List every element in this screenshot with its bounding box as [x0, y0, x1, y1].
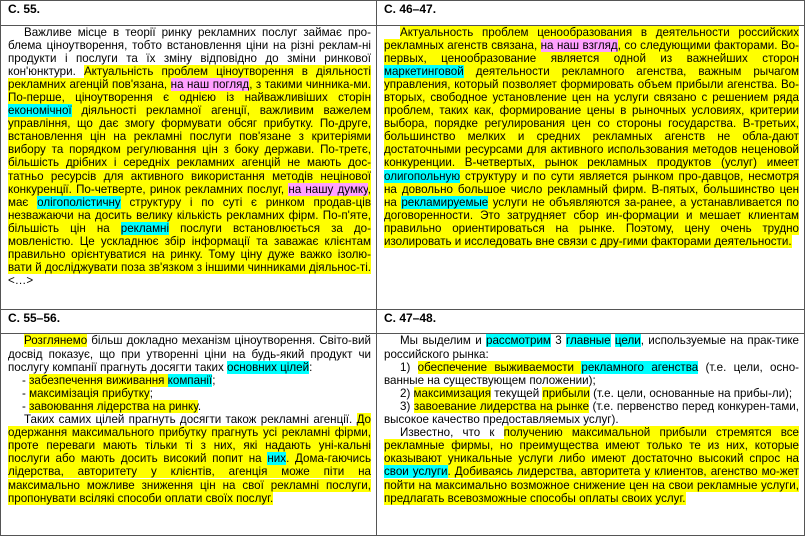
text-run: (т.е. первенство перед конкурен-тами, высокое качество предоставляемых услуг). [384, 399, 800, 427]
text-cell [1, 25, 377, 309]
text-run: текущей [491, 386, 543, 400]
paragraph [8, 26, 371, 288]
highlight-magenta: на нашу думку [288, 182, 368, 196]
highlight-yellow: прибыли [542, 386, 590, 400]
highlight-yellow: получению максимальной прибыли стремятся все рекламные фирмы, но преимущества имеют только те из них, которые оказывают уникальные услуги либо имеют достаточно высокий спрос на [384, 426, 799, 466]
highlight-yellow: Розглянемо [24, 334, 88, 348]
paragraph [8, 334, 371, 373]
text-run: 1) [400, 360, 418, 374]
highlight-cyan: компанії [167, 373, 213, 387]
text-run: Мы выделим и [400, 334, 487, 348]
highlight-magenta: на наш взгляд [540, 38, 618, 52]
highlight-cyan: них [267, 452, 287, 466]
text-run: : [309, 360, 313, 374]
paragraph [8, 413, 371, 505]
paragraph [384, 334, 799, 360]
text-run: більш докладно механізм ціноутворення. Світо-вий досвід показує, що при утворенні ціни на будь-який продукт чи послугу компанії прагнуть досягти таких [8, 334, 371, 374]
highlight-cyan: маркетинговой [384, 64, 464, 78]
text-run: Известно, что к [400, 426, 504, 440]
highlight-yellow: завоювання лідерства на ринку [29, 399, 198, 413]
highlight-cyan: економічної [8, 104, 72, 118]
highlight-yellow: забезпечення виживання [29, 373, 168, 387]
paragraph [384, 361, 799, 387]
highlight-yellow: . Добиваясь лидерства, авторитета у клиентов, агенство мо-жет пойти на максимально возможное снижение цен на свои рекламные услуги, предлагать всевозможные способы оплаты своих услуг. [384, 465, 799, 505]
highlight-yellow: . Дома-гаючись лідерства, авторитету у клієнтів, агенція може піти на максимально можливе зниження цін на свої рекламні послуги, пропонувати всілякі способи оплати своїх послуг. [8, 452, 371, 505]
page-ref-header: С. 47–48. [377, 309, 805, 334]
highlight-cyan: основних цілей [227, 360, 310, 374]
highlight-cyan: рекламируемые [401, 195, 489, 209]
paragraph [384, 26, 799, 249]
text-run: - [22, 373, 30, 387]
text-run: 2) [400, 386, 414, 400]
text-run: , используемые на прак-тике российского рынка: [384, 334, 799, 361]
text-run: (т.е. цели, основанные на прибы-ли); [589, 386, 793, 400]
highlight-yellow: завоевание лидерства на рынке [413, 399, 590, 413]
highlight-cyan: рекламного агенства [581, 360, 699, 374]
highlight-yellow: услуги не объявляются за-ранее, а устанавливается по договоренности. Это затрудняет сбор ин-формации и мешает клиентам правильно ориентироваться на рынке. Поэтому, цену очень трудно изолировать и исследовать вне связи с дру-гими факторами деятельности. [384, 195, 799, 249]
text-cell [377, 334, 805, 536]
paragraph [384, 426, 799, 505]
highlight-yellow: Актуальность проблем ценообразования в деятельности российских рекламных агенств связана, [384, 25, 799, 52]
highlight-yellow: Актуальність проблем ціноутворення в діяльності рекламних агенцій пов'язана, [8, 64, 371, 91]
highlight-yellow: послуги встановлюється за до-мовленістю. Це ускладнює збір інформації та заважає клієнтам правильно орієнтуватися на ринку. Тому ціну дуже важко ізолю-вати й досліджувати поза зв'язком з іншими чинниками діяльнос-ті. [8, 221, 371, 275]
page-ref-header: С. 55–56. [1, 309, 377, 334]
highlight-yellow: , має [8, 182, 372, 209]
highlight-yellow: максимізація прибутку [29, 386, 150, 400]
list-item [8, 387, 371, 400]
text-cell [1, 334, 377, 536]
text-run: Важливе місце в теорії ринку рекламних послуг займає про-блема ціноутворення, тобто встановлення ціни на різні реклам-ні продукти і послуги та їх зміну відповідно до зміни ринкової кон'юнктури. [8, 25, 371, 78]
highlight-yellow: структуру и по сути является рынком про-давцов, несмотря на довольно большое число рекламный фирм. В-пятых, большинство цен на [384, 169, 799, 209]
highlight-cyan: главные [566, 334, 611, 348]
text-run: ; [212, 373, 216, 387]
highlight-cyan: олигопольную [384, 169, 461, 183]
highlight-cyan: цели [614, 334, 641, 348]
highlight-yellow: До одержання максимального прибутку прагнуть усі рекламні фірми, проте переваги мають тільки ті з них, які надають уні-кальні послуги або мають досить високий попит на [8, 413, 371, 466]
text-run: <…> [8, 274, 34, 288]
highlight-yellow: обеспечение выживаемости [417, 360, 582, 374]
highlight-yellow: структуру і по суті є ринком продав-ців незважаючи на досить велику кількість рекламних фірм. По-п'яте, більшість цін на [8, 195, 371, 235]
page-ref-header: С. 46–47. [377, 1, 805, 26]
highlight-cyan: рекламні [120, 221, 170, 235]
highlight-cyan: рассмотрим [486, 334, 551, 348]
text-run: (т.е. цели, осно-ванные на существующем положении); [384, 360, 800, 387]
highlight-magenta: на наш погляд [170, 77, 250, 91]
text-run: Таких самих цілей прагнуть досягти також рекламні агенції. [24, 413, 357, 427]
page-ref-header: С. 55. [1, 1, 377, 26]
highlight-yellow: максимизация [413, 386, 492, 400]
highlight-cyan: олігополістичну [37, 195, 121, 209]
text-cell [377, 25, 805, 309]
highlight-yellow: , з такими чинника-ми. По-перше, ціноутворення є однією із найважливіших сторін [8, 77, 371, 105]
text-run: - [22, 386, 30, 400]
text-run: 3 [550, 334, 567, 348]
paragraph [384, 400, 799, 426]
list-item [8, 400, 371, 413]
highlight-cyan: свои услуги [384, 465, 448, 479]
text-run: 3) [400, 399, 414, 413]
paragraph [384, 387, 799, 400]
highlight-yellow: деятельности рекламного агенства, важным рычагом управления, который позволяет формировать объем прибыли агенства. Во-вторых, свободное установление цен на услуги связано с решением ряда проблем, таких как, формирование цены в рыночных условиях, критерии выбора, порядке регулирования цен со стороны государства. В-третьих, большинство мелких и средних рекламных агенств не обла-дают достаточными ресурсами для активного использования методов неценовой конкуренции. В-четвертых, рынок рекламных продуктов (услуг) имеет [384, 64, 799, 170]
highlight-yellow: , со следующими факторами. Во-первых, ценообразование является одной из важнейших сторон [384, 38, 799, 65]
text-run: - [22, 399, 30, 413]
text-run: . [197, 399, 202, 413]
highlight-yellow: діяльності рекламної агенції, важливим важелем управління, що дає змогу формувати обсяг прибутку. По-друге, встановлення цін на рекламні послуги пов'язане з критеріями вибору та порядком регулювання цін з боку держави. По-третє, більшість дрібних і середніх рекламних агенцій не мають дос-татньо ресурсів для активного використання методів нецінової конкуренції. По-четверте, ринок рекламних послуг, [8, 104, 371, 196]
text-run: ; [149, 386, 153, 400]
list-item [8, 374, 371, 387]
